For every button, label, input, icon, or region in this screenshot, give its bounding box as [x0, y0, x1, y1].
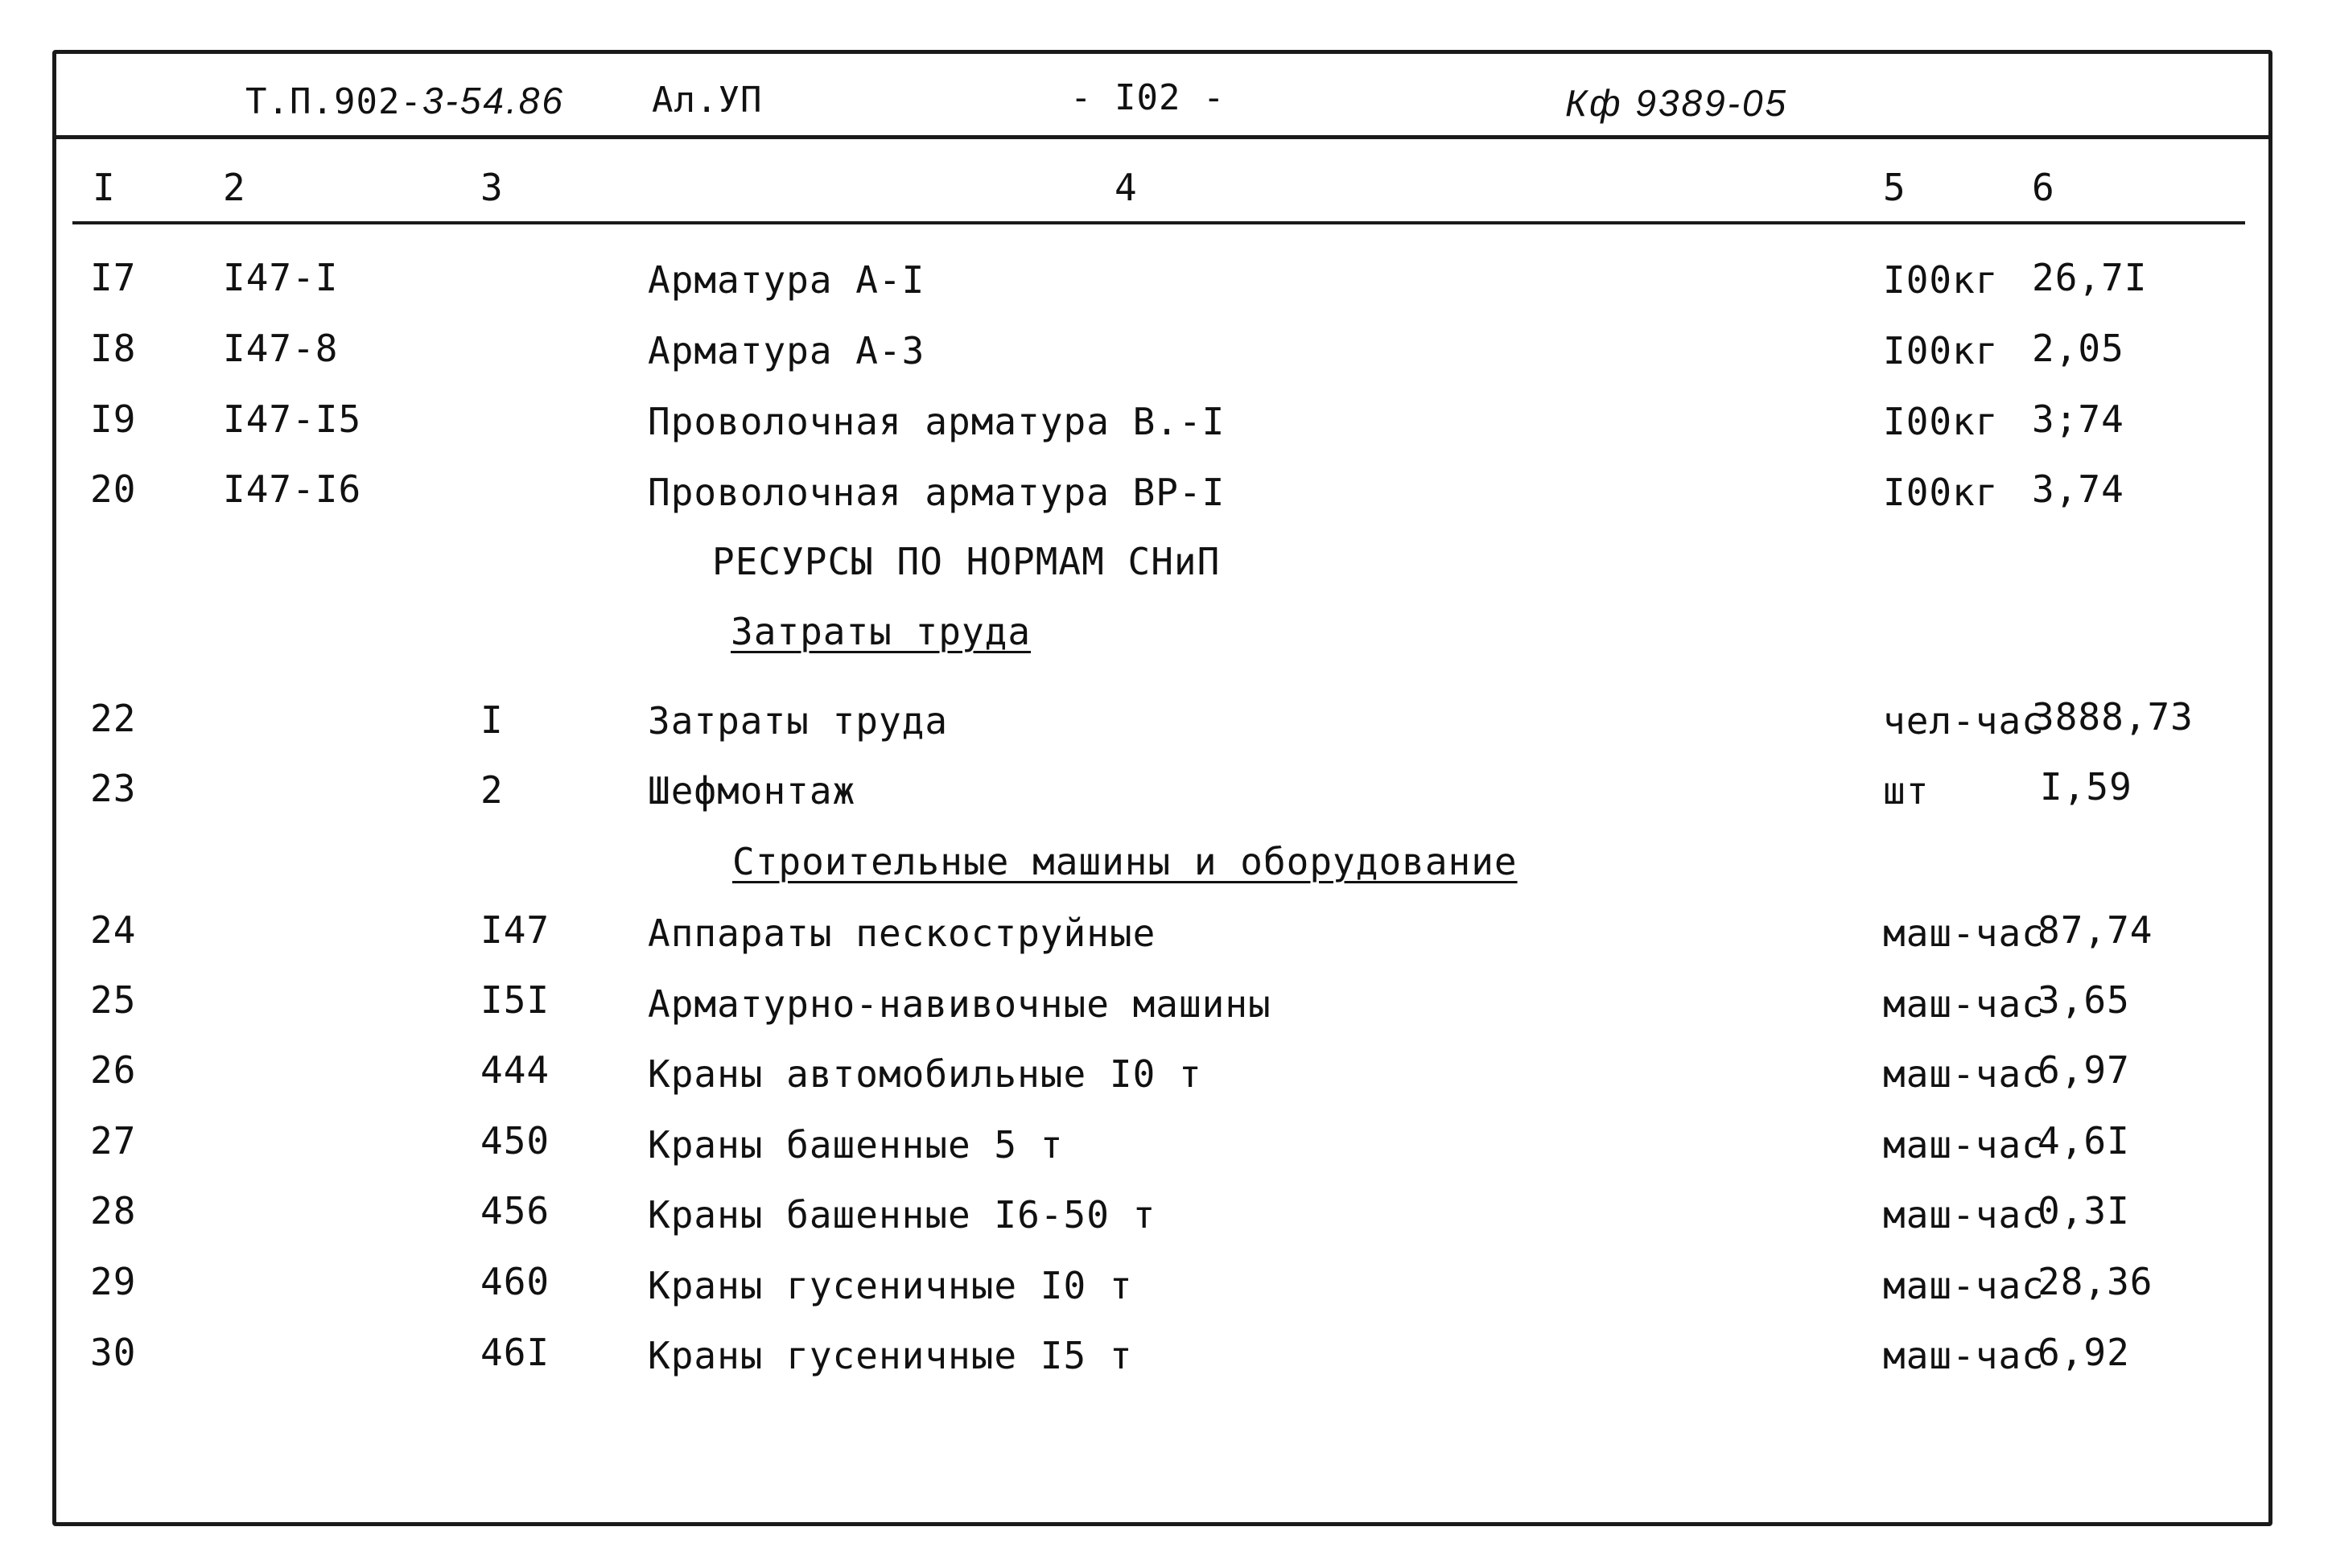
row-number: 25 — [90, 978, 137, 1022]
row-ref: 46I — [480, 1331, 550, 1374]
doc-code-handwritten: 3-54.86 — [422, 80, 565, 121]
doc-code — [245, 78, 565, 125]
row-unit: маш-час — [1883, 1264, 2045, 1307]
row-name: Проволочная арматура В.-I — [648, 400, 1226, 443]
row-value: 6,97 — [2038, 1048, 2130, 1092]
row-unit: маш-час — [1883, 982, 2045, 1026]
row-number: 27 — [90, 1119, 137, 1163]
row-code: I47-8 — [223, 327, 339, 370]
row-number: I8 — [90, 327, 137, 370]
row-ref: I5I — [480, 978, 550, 1022]
row-name: Арматурно-навивочные машины — [648, 982, 1271, 1026]
row-number: 24 — [90, 908, 137, 952]
row-number: 30 — [90, 1331, 137, 1374]
row-value: 3,74 — [2032, 467, 2124, 511]
row-name: Краны гусеничные I5 т — [648, 1334, 1133, 1377]
row-ref: 2 — [480, 768, 504, 812]
row-number: 29 — [90, 1260, 137, 1303]
row-value: 0,3I — [2038, 1189, 2130, 1233]
row-value: 4,6I — [2038, 1119, 2130, 1163]
row-ref: 456 — [480, 1189, 550, 1233]
row-value: 87,74 — [2038, 908, 2153, 952]
row-value: 3888,73 — [2032, 695, 2194, 739]
row-value: 6,92 — [2038, 1331, 2130, 1374]
row-value: 3;74 — [2032, 397, 2124, 441]
row-unit: чел-час — [1883, 699, 2045, 743]
row-name: Затраты труда — [648, 699, 949, 743]
row-value: 3,65 — [2038, 978, 2130, 1022]
row-number: 26 — [90, 1048, 137, 1092]
row-number: 22 — [90, 697, 137, 740]
row-ref: 460 — [480, 1260, 550, 1303]
row-name: Аппараты пескоструйные — [648, 912, 1156, 955]
row-ref: 450 — [480, 1119, 550, 1163]
row-unit: маш-час — [1883, 912, 2045, 955]
col-header-5: 5 — [1883, 166, 1906, 209]
row-name: Краны башенные I6-50 т — [648, 1193, 1156, 1237]
row-code: I47-I — [223, 256, 339, 299]
ref-number: Кф 9389-05 — [1565, 82, 1789, 124]
row-number: I9 — [90, 397, 137, 441]
row-unit: I00кг — [1883, 329, 1999, 372]
section-title: РЕСУРСЫ ПО НОРМАМ СНиП — [712, 540, 1221, 583]
row-unit: маш-час — [1883, 1123, 2045, 1167]
row-value: 2,05 — [2032, 327, 2124, 370]
doc-code-prefix: Т.П.902- — [245, 81, 422, 122]
subsection-labor: Затраты труда — [731, 610, 1032, 653]
row-name: Арматура А-I — [648, 258, 925, 302]
album-label: Ал.УП — [652, 80, 763, 121]
row-unit: I00кг — [1883, 471, 1999, 514]
row-unit: I00кг — [1883, 400, 1999, 443]
row-unit: I00кг — [1883, 258, 1999, 302]
row-number: 23 — [90, 767, 137, 810]
row-name: Проволочная арматура ВР-I — [648, 471, 1226, 514]
row-unit: маш-час — [1883, 1193, 2045, 1237]
row-name: Краны башенные 5 т — [648, 1123, 1064, 1167]
row-value: I,59 — [2040, 765, 2132, 809]
row-name: Шефмонтаж — [648, 769, 856, 813]
row-unit: маш-час — [1883, 1052, 2045, 1096]
row-number: I7 — [90, 256, 137, 299]
row-ref: 444 — [480, 1048, 550, 1092]
row-value: 28,36 — [2038, 1260, 2153, 1303]
col-header-2: 2 — [223, 166, 246, 209]
row-name: Краны гусеничные I0 т — [648, 1264, 1133, 1307]
row-code: I47-I6 — [223, 467, 362, 511]
col-header-1: I — [93, 166, 116, 209]
row-ref: I — [480, 698, 504, 742]
row-name: Арматура А-3 — [648, 329, 925, 372]
col-header-4: 4 — [1115, 166, 1138, 209]
row-name: Краны автомобильные I0 т — [648, 1052, 1202, 1096]
row-ref: I47 — [480, 908, 550, 952]
page-number: - I02 - — [1070, 77, 1226, 118]
row-number: 20 — [90, 467, 137, 511]
row-value: 26,7I — [2032, 256, 2148, 299]
row-unit: шт — [1883, 769, 1930, 813]
column-header-divider — [72, 221, 2245, 224]
col-header-3: 3 — [480, 166, 504, 209]
subsection-machines: Строительные машины и оборудование — [732, 840, 1518, 883]
header-divider — [52, 135, 2272, 139]
row-code: I47-I5 — [223, 397, 362, 441]
row-number: 28 — [90, 1189, 137, 1233]
col-header-6: 6 — [2032, 166, 2055, 209]
row-unit: маш-час — [1883, 1334, 2045, 1377]
